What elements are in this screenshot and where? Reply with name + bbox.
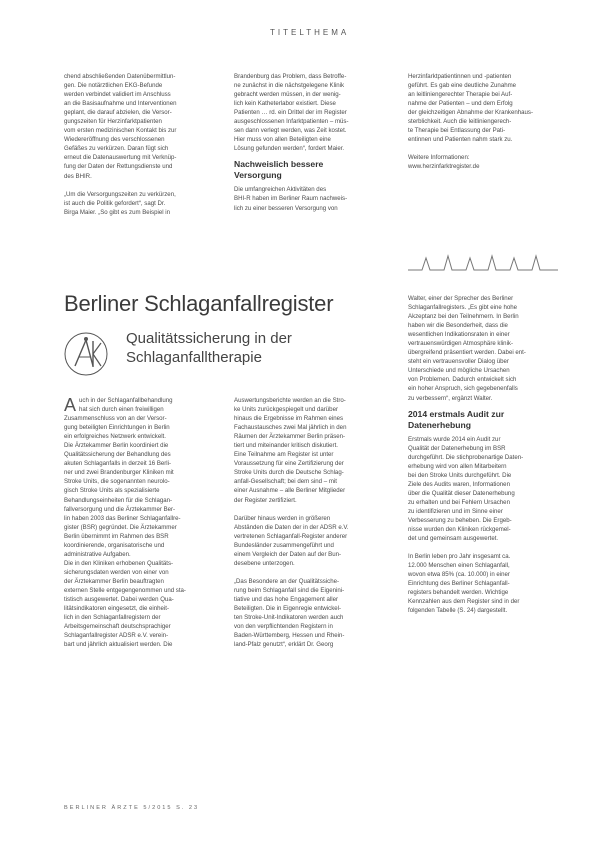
text-line: Hier muss von allen Beteiligten eine — [234, 136, 331, 144]
text-line: Schlaganfallregisters. „Es gibt eine hohe — [408, 304, 518, 312]
text-line: Fachaustausches zwei Mal jährlich in den — [234, 424, 347, 432]
text-line — [234, 505, 394, 514]
text-line: Räumen der Ärztekammer Berlin präsen- — [234, 433, 346, 441]
text-line: Walter, einer der Sprecher des Berliner — [408, 295, 514, 302]
text-line: gisch Stroke Units als spezialisierte — [64, 487, 160, 495]
text-line: Qualitätssicherung der Behandlung des — [64, 451, 171, 459]
text-line: Baden-Württemberg, Hessen und Rhein- — [234, 632, 345, 640]
text-line: folgenden Tabelle (S. 24) dargestellt. — [408, 607, 508, 615]
text-line: te Therapie bei Entlassung der Pati- — [408, 127, 506, 135]
text-line: „Um die Versorgungszeiten zu verkürzen, — [64, 190, 176, 198]
text-line: tiative und das hohe Engagement aller — [234, 595, 339, 603]
subheading-bessere-versorgung: Nachweislich bessere Versorgung — [234, 159, 324, 181]
more-info-link[interactable]: www.herzinfarktregister.de — [408, 163, 480, 171]
text-line — [64, 181, 222, 190]
text-line: Auswertungsberichte werden an die Stro- — [234, 397, 346, 404]
text-line: Kennzahlen aus dem Register sind in der — [408, 598, 520, 606]
text-line: durchgeführt. Die stichprobenartige Daten- — [408, 453, 524, 461]
text-line: lich zu einer besseren Versorgung von — [234, 204, 338, 212]
text-line: übergreifend präsentiert werden. Dabei ent- — [408, 349, 526, 357]
text-line: des BHIR. — [64, 172, 92, 180]
text-line: Stroke Units durch die Deutsche Schlag- — [234, 469, 344, 477]
text-line: koordinierende, organisatorische und — [64, 541, 165, 549]
text-line: Lösung gefunden werden“, fordert Maier. — [234, 145, 345, 153]
article-title: Berliner Schlaganfallregister — [64, 291, 334, 316]
text-line: ten Stroke-Unit-Indikatoren werden auch — [234, 614, 344, 622]
text-line: wesentlichen Indikationsraten in einer — [408, 331, 510, 339]
text-line: gebracht werden müssen, in der wenig- — [234, 91, 341, 99]
text-line: akuten Schlaganfalls in derzeit 16 Berli- — [64, 460, 172, 468]
text-line: sicherungsdaten werden von einer von — [64, 568, 169, 576]
subheading-audit: 2014 erstmals Audit zur Datenerhebung — [408, 408, 505, 430]
text-line: Berlin übernimmt im Rahmen des BSR — [64, 532, 169, 540]
text-line: ein erfolgreiches Netzwerk entwickelt. — [64, 433, 166, 441]
page-footer: BERLINER ÄRZTE 5/2015 S. 23 — [64, 805, 200, 811]
text-line: an leitliniengerechter Therapie bei Auf- — [408, 91, 513, 99]
text-line: chend abschließenden Datenübermittlun- — [64, 73, 176, 80]
text-line: Erstmals wurde 2014 ein Audit zur — [408, 435, 501, 443]
text-line: Darüber hinaus werden in größeren — [234, 514, 331, 522]
text-line: Qualität der Datenerhebung im BSR — [408, 444, 506, 452]
text-line: werden verbindet validiert im Anschluss — [64, 91, 171, 99]
text-line: sen dann verlegt werden, was Zeit kostet. — [234, 127, 347, 135]
text-line: der Ärztekammer Berlin beauftragten — [64, 577, 164, 585]
text-line: ne zunächst in die nächstgelegene Klinik — [234, 82, 345, 90]
text-line: Zusammenschluss von an der Versor- — [64, 415, 167, 423]
text-line: Stroke Units, die sogenannten neurolo- — [64, 478, 170, 486]
text-line: Ziele des Audits waren, Informationen — [408, 480, 510, 488]
top-middle-column — [234, 72, 394, 213]
text-line: vom ersten medizinischen Kontakt bis zur — [64, 127, 177, 135]
text-line: geführt. Es gab eine deutliche Zunahme — [408, 82, 517, 90]
text-line: Brandenburg das Problem, dass Betroffe- — [234, 73, 347, 80]
text-line: Schlaganfallregister ADSR e.V. verein- — [64, 632, 169, 640]
text-line: wovon etwa 85% (ca. 10.000) in einer — [408, 571, 510, 579]
text-line: Wiedereröffnung des verschlossenen — [64, 136, 165, 144]
text-line: In Berlin leben pro Jahr insgesamt ca. — [408, 553, 511, 561]
text-line: einer Ausnahme – alle Berliner Mitglieder — [234, 487, 346, 495]
text-line: uch in der Schlaganfallbehandlung — [79, 397, 173, 404]
text-line: zu identifizieren und im Sinne einer — [408, 507, 503, 515]
text-line: nisse wurden den Kliniken rückgemel- — [408, 526, 511, 534]
text-line: Eine Teilnahme am Register ist unter — [234, 451, 334, 459]
text-line: anfall-Gesellschaft; bei dem sind – mit — [234, 478, 337, 486]
text-line: haben wir die Besonderheit, dass die — [408, 322, 508, 330]
text-line: 12.000 Menschen einen Schlaganfall, — [408, 562, 510, 570]
text-line: land-Pfalz genutzt“, erklärt Dr. Georg — [234, 641, 334, 649]
text-line: Birga Maier. „So gibt es zum Beispiel in — [64, 208, 171, 216]
text-line: erneut die Datenauswertung mit Verknüp- — [64, 154, 177, 162]
text-line: hat sich durch einen freiwilligen — [79, 406, 164, 414]
text-line: det und gemeinsam ausgewertet. — [408, 535, 499, 543]
text-line: einem Vergleich der Daten auf der Bun- — [234, 550, 342, 558]
text-line: vertrauenswürdigen Atmosphäre klinik- — [408, 340, 513, 348]
text-line: ner und zwei Brandenburger Kliniken mit — [64, 469, 174, 477]
text-line: Behandlungseinheiten für die Schlagan- — [64, 496, 173, 504]
text-line: der gleichzeitigen Abnahme der Krankenhaus- — [408, 109, 534, 117]
text-line: Abständen die Daten der in der ADSR e.V. — [234, 523, 349, 531]
text-line: fallversorgung und die Ärztekammer Ber- — [64, 505, 176, 513]
text-line: Verbesserung zu beheben. Die Ergeb- — [408, 516, 512, 524]
text-line: lin haben 2003 das Berliner Schlaganfallre- — [64, 514, 181, 522]
text-line: gung beteiligten Einrichtungen in Berlin — [64, 424, 170, 432]
text-line: registers behandelt werden. Wichtige — [408, 589, 509, 597]
section-header: TITELTHEMA — [270, 28, 350, 37]
top-left-column — [64, 72, 222, 217]
text-line: rung beim Schlaganfall sind die Eigenini- — [234, 586, 345, 594]
text-line: geplant, die darauf abzielen, die Versor- — [64, 109, 172, 117]
text-line: Die Ärztekammer Berlin koordiniert die — [64, 442, 169, 450]
text-line: „Das Besondere an der Qualitätssiche- — [234, 577, 340, 585]
text-line: Einrichtung des Berliner Schlaganfall- — [408, 580, 510, 588]
text-line: über die Qualität dieser Datenerhebung — [408, 489, 515, 497]
text-line: der Register zertifiziert. — [234, 496, 297, 504]
text-line: gen. Die notärztlichen EKG-Befunde — [64, 82, 163, 90]
text-line: fung der Daten der Rettungsdienste und — [64, 163, 173, 171]
text-line: gungszeiten für Herzinfarktpatienten — [64, 118, 162, 126]
text-line: lich kein Katheterlabor existiert. Diese — [234, 100, 336, 108]
article-column-3 — [408, 294, 568, 615]
text-line: erhebung wird von allen Mitarbeitern — [408, 462, 507, 470]
text-line: Voraussetzung für eine Zertifizierung der — [234, 460, 344, 468]
text-line — [234, 568, 394, 577]
text-line: steht ein vertrauensvoller Dialog über — [408, 358, 509, 366]
text-line: Arbeitsgemeinschaft deutschsprachiger — [64, 623, 171, 631]
text-line: Bundesländer zusammengeführt und — [234, 541, 334, 549]
aerztekammer-logo-icon — [63, 331, 109, 377]
text-line: ke Units zurückgespiegelt und darüber — [234, 406, 338, 414]
text-line: administrative Aufgaben. — [64, 550, 131, 558]
text-line: lich in den Schlaganfallregistern der — [64, 614, 161, 622]
dropcap-letter: A — [64, 395, 77, 415]
text-line: litätsindikatoren eingesetzt, die einheit- — [64, 605, 170, 613]
heartbeat-line-icon — [408, 250, 558, 276]
text-line: Patienten … rd. ein Drittel der im Register — [234, 109, 347, 117]
text-line: ist auch die Politik gefordert“, sagt Dr. — [64, 199, 166, 207]
text-line: hinaus die Ergebnisse im Rahmen eines — [234, 415, 344, 423]
more-info-label: Weitere Informationen: — [408, 154, 470, 162]
text-line: bart und jährlich aktualisiert werden. Die — [64, 641, 173, 649]
text-line: Akzeptanz bei den Teilnehmern. In Berlin — [408, 313, 519, 321]
text-line: Beteiligten. Die in Eigenregie entwickel- — [234, 604, 342, 612]
text-line: externen Stelle entgegengenommen und sta- — [64, 586, 186, 594]
text-line: zu verbessern“, ergänzt Walter. — [408, 394, 493, 402]
article-column-1 — [64, 396, 224, 649]
text-line: Unterschiede und mögliche Ursachen — [408, 367, 510, 375]
text-line: von Problemen. Dadurch entwickelt sich — [408, 376, 517, 384]
text-line: BHI-R haben im Berliner Raum nachweis- — [234, 195, 348, 203]
text-line: von den verpflichtenden Registern in — [234, 623, 333, 631]
article-subtitle — [126, 329, 292, 367]
text-line: gister (BSR) gegründet. Die Ärztekammer — [64, 523, 177, 531]
text-line: bei den Stroke Units durchgeführt. Die — [408, 471, 512, 479]
top-right-column — [408, 72, 568, 171]
text-line: Gefäßes zu verkürzen. Daran fügt sich — [64, 145, 169, 153]
text-line: sterblichkeit. Auch die leitliniengerech- — [408, 118, 512, 126]
text-line: tiert und miteinander kritisch diskutiert. — [234, 442, 338, 450]
text-line: ausgeschlossenen Infarktpatienten – müs- — [234, 118, 349, 126]
subtitle-line-2: Schlaganfalltherapie — [126, 349, 262, 366]
text-line: desebene unterzogen. — [234, 559, 295, 567]
text-line: tistisch ausgewertet. Dabei werden Qua- — [64, 596, 174, 604]
text-line: Herzinfarktpatientinnen und -patienten — [408, 73, 512, 80]
text-line: Die in den Kliniken erhobenen Qualitäts- — [64, 559, 174, 567]
subtitle-line-1: Qualitätssicherung in der — [126, 330, 292, 347]
text-line: zu erhalten und bei Fehlern Ursachen — [408, 498, 510, 506]
text-line: nahme der Patienten – und dem Erfolg — [408, 100, 513, 108]
text-line: vertretenen Schlaganfall-Register anderer — [234, 532, 348, 540]
text-line: an die Basisaufnahme und Interventionen — [64, 100, 177, 108]
text-line: Die umfangreichen Aktivitäten des — [234, 186, 327, 194]
text-line: ein hoher Anspruch, sich gegebenenfalls — [408, 385, 518, 393]
text-line: entinnen und Patienten nahm stark zu. — [408, 136, 513, 144]
article-column-2 — [234, 396, 394, 649]
